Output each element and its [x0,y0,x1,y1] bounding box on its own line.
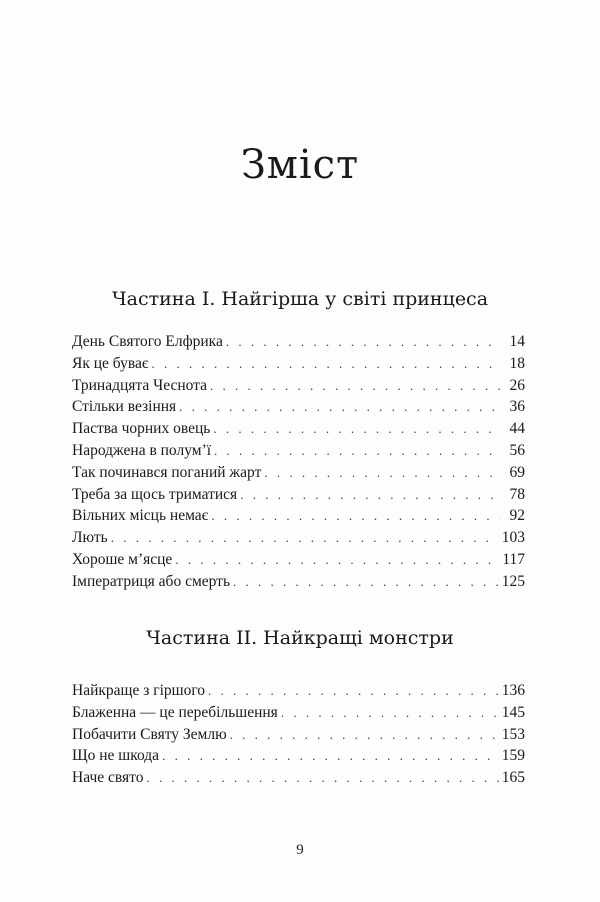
dot-leader [211,505,500,527]
page-number: 9 [296,842,304,858]
dot-leader [162,745,499,767]
toc-entry-page: 165 [501,769,525,787]
dot-leader [264,462,500,484]
toc-entry[interactable] [72,549,525,571]
toc-entry[interactable] [72,505,525,527]
dot-leader [210,375,500,397]
dot-leader [281,702,499,724]
toc-entry-title: Побачити Святу Землю [72,725,227,743]
toc-entry-title: Паства чорних овець [72,420,211,438]
toc-entry-title: Як це буває [72,354,149,372]
toc-entry-title: Стільки везіння [72,398,177,416]
toc-entry-page: 44 [509,420,525,438]
dot-leader [226,331,500,353]
page-title: Зміст [240,142,360,188]
toc-entry-page: 36 [509,398,525,416]
dot-leader [179,396,500,418]
toc-entry-page: 136 [501,682,525,699]
toc-entry-page: 56 [509,441,525,459]
toc-entry-page: 26 [509,376,525,394]
toc-entry-title: Вільних місць немає [72,507,209,525]
toc-entry[interactable] [72,418,525,440]
toc-entry-page: 92 [509,507,525,525]
toc-entry[interactable] [72,484,525,506]
toc-entry[interactable] [72,724,525,746]
toc-entry-title: Народжена в полум’ї [72,441,212,459]
toc-entry-title: Тринадцята Чеснота [72,376,208,394]
toc-entry-page: 78 [509,485,525,503]
toc-entry-page: 117 [502,550,525,568]
toc-entry-title: Блаженна — це перебільшення [72,703,278,721]
toc-entry-title: Так починався поганий жарт [72,463,262,481]
dot-leader [230,724,499,746]
toc-entry-page: 14 [509,333,525,350]
toc-entry[interactable] [72,571,525,593]
toc-entry[interactable] [72,440,525,462]
toc-entry[interactable] [72,527,525,549]
toc-entry[interactable] [72,375,525,397]
dot-leader [111,527,499,549]
toc-entry[interactable] [72,745,525,767]
toc-entry-title: Імператриця або смерть [72,572,231,590]
toc-entry[interactable] [72,331,525,353]
dot-leader [146,767,498,789]
toc-entry-page: 69 [509,463,525,481]
toc-entry-page: 125 [501,572,525,590]
toc-entry[interactable] [72,353,525,375]
toc-entry-title: Що не шкода [72,747,160,765]
dot-leader [208,680,499,702]
toc-entry-title: Хороше м’ясце [72,550,173,568]
part-1-title: Частина I. Найгірша у світі принцеса [111,288,489,310]
dot-leader [214,440,500,462]
toc-entry-page: 18 [509,354,525,372]
toc-entry-title: Лють [72,529,108,547]
toc-entry-title: Треба за щось триматися [72,485,238,503]
toc-entry-title: Найкраще з гіршого [72,682,206,699]
toc-entry-title: День Святого Елфрика [72,333,223,350]
toc-entry-page: 153 [501,725,525,743]
part-2-title: Частина II. Найкращі монстри [146,627,454,649]
toc-entry-page: 159 [501,747,525,765]
dot-leader [213,418,500,440]
toc-entry[interactable] [72,462,525,484]
toc-entry-page: 103 [501,529,525,547]
toc-part-1 [72,331,525,593]
toc-entry[interactable] [72,702,525,724]
dot-leader [175,549,499,571]
dot-leader [152,353,501,375]
toc-entry[interactable] [72,767,525,789]
toc-entry-title: Наче свято [72,769,144,787]
dot-leader [240,484,500,506]
toc-entry-page: 145 [501,703,525,721]
toc-part-2 [72,680,525,789]
toc-entry[interactable] [72,396,525,418]
toc-entry[interactable] [72,680,525,702]
dot-leader [233,571,499,593]
